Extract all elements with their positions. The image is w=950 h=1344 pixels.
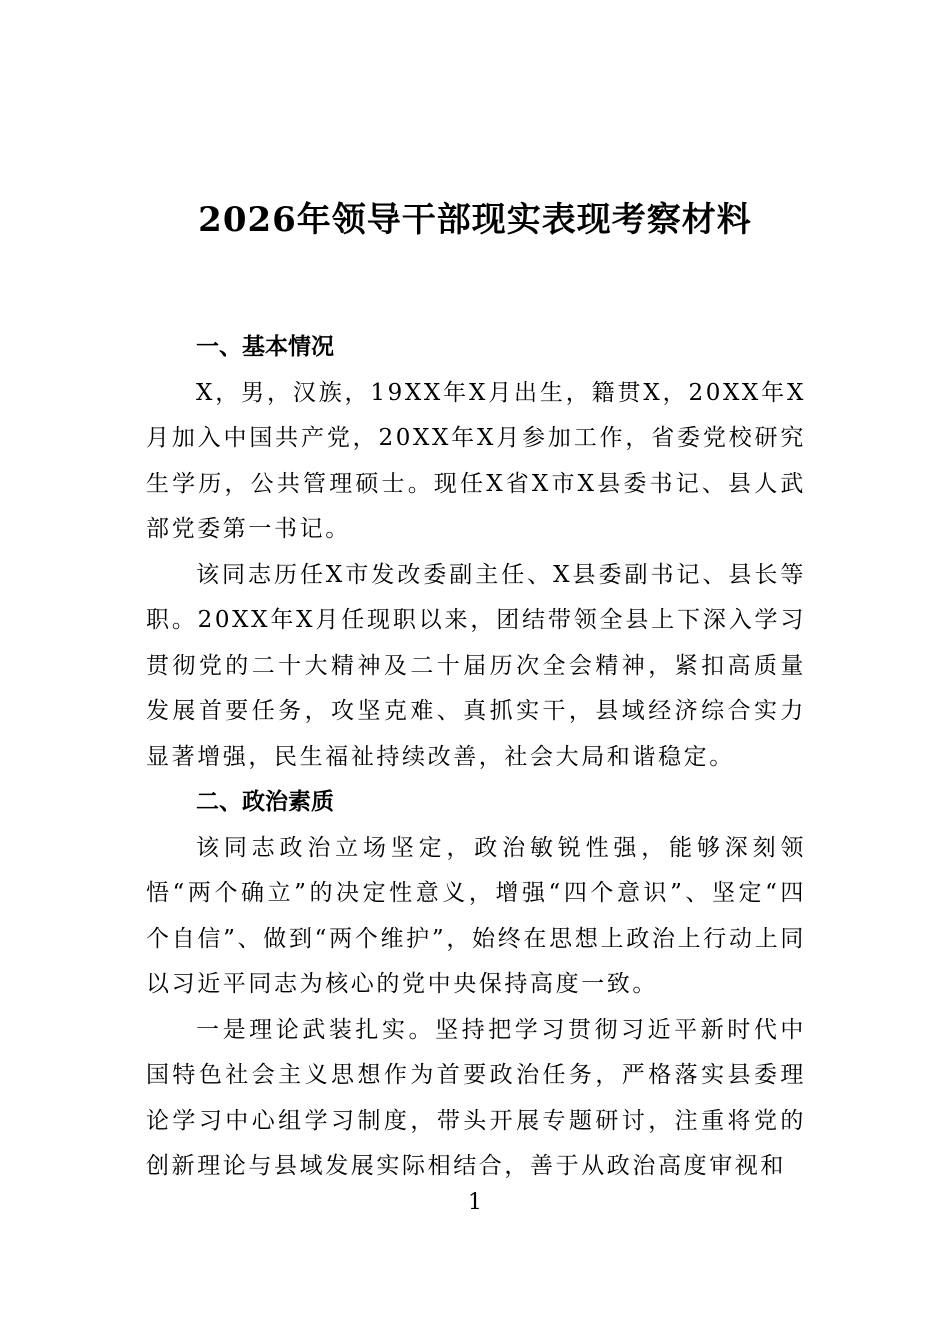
page-number: 1 [468, 1190, 482, 1215]
paragraph-political-quality-2: 一是理论武装扎实。坚持把学习贯彻习近平新时代中国特色社会主义思想作为首要政治任务，严格落实县委理论学习中心组学习制度，带头开展专题研讨，注重将党的创新理论与县域发展实际相结合，善于从政治高度审视和 [146, 1016, 806, 1179]
section-heading-political-quality: 二、政治素质 [196, 789, 334, 815]
section-heading-basic-info: 一、基本情况 [196, 334, 334, 360]
paragraph-political-quality-1: 该同志政治立场坚定，政治敏锐性强，能够深刻领悟“两个确立”的决定性意义，增强“四个意识”、坚定“四个自信”、做到“两个维护”，始终在思想上政治上行动上同以习近平同志为核心的党中央保持高度一致。 [146, 834, 806, 997]
paragraph-basic-info-2: 该同志历任X市发改委副主任、X县委副书记、县长等职。20XX年X月任现职以来，团结带领全县上下深入学习贯彻党的二十大精神及二十届历次全会精神，紧扣高质量发展首要任务，攻坚克难、真抓实干，县域经济综合实力显著增强，民生福祉持续改善，社会大局和谐稳定。 [146, 561, 806, 770]
paragraph-basic-info-1: X，男，汉族，19XX年X月出生，籍贯X，20XX年X月加入中国共产党，20XX年X月参加工作，省委党校研究生学历，公共管理硕士。现任X省X市X县委书记、县人武部党委第一书记。 [146, 379, 806, 542]
document-title: 2026年领导干部现实表现考察材料 [198, 200, 752, 240]
document-body [146, 325, 806, 1190]
